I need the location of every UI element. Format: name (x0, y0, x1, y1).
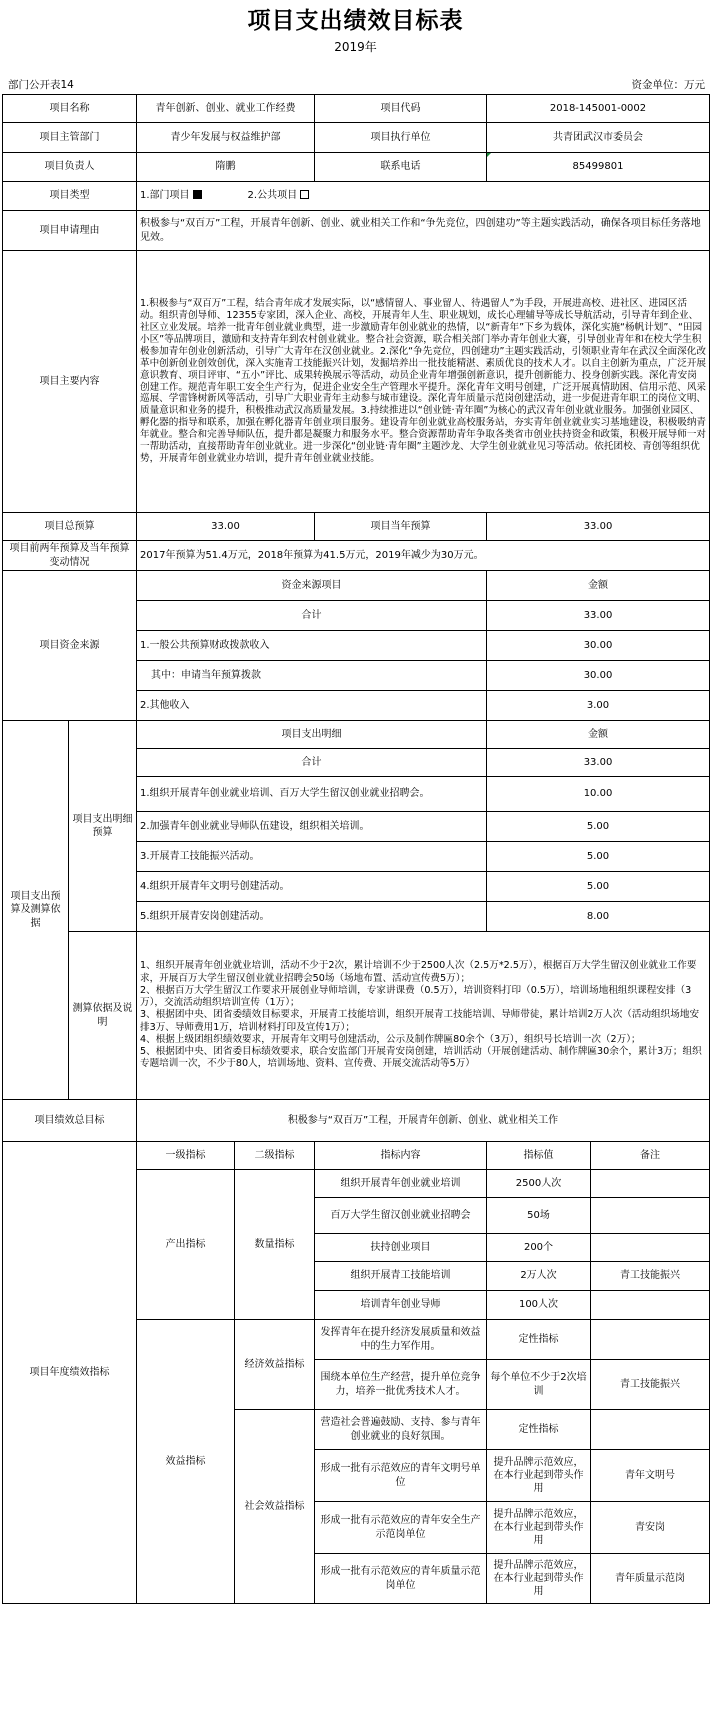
type-options (137, 182, 710, 211)
indicator-content: 发挥青年在提升经济发展质量和效益中的生力军作用。 (315, 1320, 487, 1360)
indicator-label: 项目年度绩效指标 (3, 1142, 137, 1604)
indicator-note: 青工技能振兴 (591, 1360, 710, 1410)
content-label: 项目主要内容 (3, 251, 137, 513)
expense-row-amount: 8.00 (487, 902, 710, 932)
indicator-note: 青工技能振兴 (591, 1262, 710, 1291)
indicator-header: 一级指标 (137, 1142, 235, 1170)
indicator-header: 备注 (591, 1142, 710, 1170)
project-code: 2018-145001-0002 (487, 95, 710, 123)
expense-row-amount: 33.00 (487, 749, 710, 777)
expense-row-item: 5.组织开展青安岗创建活动。 (137, 902, 487, 932)
type-option-public: 2.公共项目 (247, 190, 298, 202)
checked-box-icon (193, 190, 202, 199)
indicator-content: 形成一批有示范效应的青年质量示范岗单位 (315, 1554, 487, 1604)
indicator-note (591, 1198, 710, 1234)
indicator-header: 二级指标 (235, 1142, 315, 1170)
goal-label: 项目绩效总目标 (3, 1100, 137, 1142)
indicator-note (591, 1291, 710, 1320)
indicator-content: 形成一批有示范效应的青年安全生产示范岗单位 (315, 1502, 487, 1554)
l1-output: 产出指标 (137, 1170, 235, 1320)
indicator-content: 形成一批有示范效应的青年文明号单位 (315, 1450, 487, 1502)
project-name: 青年创新、创业、就业工作经费 (137, 95, 315, 123)
basis-label: 测算依据及说明 (69, 932, 137, 1100)
indicator-content: 组织开展青年创业就业培训 (315, 1170, 487, 1198)
exec-label: 项目执行单位 (315, 123, 487, 153)
indicator-content: 培训青年创业导师 (315, 1291, 487, 1320)
total-budget-label: 项目总预算 (3, 513, 137, 541)
expense-detail-label: 项目支出明细预算 (69, 721, 137, 932)
indicator-note: 青年质量示范岗 (591, 1554, 710, 1604)
basis-item: 4、根据上级团组织绩效要求，开展青年文明号创建活动，公示及制作牌匾80余个（3万），组织号长培训一次（2万）； (140, 1033, 641, 1045)
expense-col-item: 项目支出明细 (137, 721, 487, 749)
phone-label: 联系电话 (315, 153, 487, 182)
indicator-value: 提升品牌示范效应，在本行业起到带头作用 (487, 1554, 591, 1604)
indicator-note (591, 1410, 710, 1450)
dept-label: 项目主管部门 (3, 123, 137, 153)
expense-row-item: 4.组织开展青年文明号创建活动。 (137, 872, 487, 902)
basis-text (137, 932, 710, 1100)
basis-item: 1、组织开展青年创业就业培训，活动不少于2次，累计培训不少于2500人次（2.5万*2.5万），根据百万大学生留汉创业就业工作要求，开展百万大学生留汉创业就业招聘会50场（场地布置、活动宣传费5万）； (140, 960, 697, 984)
expense-row-item: 合计 (137, 749, 487, 777)
funding-col-source: 资金来源项目 (137, 571, 487, 601)
indicator-content: 扶持创业项目 (315, 1234, 487, 1262)
unchecked-box-icon (300, 190, 309, 199)
indicator-header: 指标值 (487, 1142, 591, 1170)
indicator-value: 提升品牌示范效应，在本行业起到带头作用 (487, 1450, 591, 1502)
funding-row-amount: 30.00 (487, 661, 710, 691)
funding-row-amount: 3.00 (487, 691, 710, 721)
funding-row-amount: 33.00 (487, 601, 710, 631)
basis-item: 5、根据团中央、团省委目标绩效要求，联合安监部门开展青安岗创建，培训活动（开展创建活动、制作牌匾30余个，累计3万；组织专题培训一次，不少于80人，培训场地、资料、宣传费、开展交流活动等5万） (140, 1046, 702, 1070)
goal: 积极参与“双百万”工程，开展青年创新、创业、就业相关工作 (137, 1100, 710, 1142)
current-budget: 33.00 (487, 513, 710, 541)
total-budget: 33.00 (137, 513, 315, 541)
expense-row-amount: 10.00 (487, 777, 710, 812)
expense-row-amount: 5.00 (487, 872, 710, 902)
funding-row-item: 合计 (137, 601, 487, 631)
funding-col-amount: 金额 (487, 571, 710, 601)
unit-label: 资金单位：万元 (631, 79, 705, 91)
indicator-note: 青年文明号 (591, 1450, 710, 1502)
indicator-header: 指标内容 (315, 1142, 487, 1170)
l2-social: 社会效益指标 (235, 1410, 315, 1604)
project-name-label: 项目名称 (3, 95, 137, 123)
doc-title: 项目支出绩效目标表 (247, 8, 464, 34)
indicator-note: 青安岗 (591, 1502, 710, 1554)
funding-label: 项目资金来源 (3, 571, 137, 721)
doc-year: 2019年 (334, 40, 377, 54)
budget-change: 2017年预算为51.4万元，2018年预算为41.5万元，2019年减少为30万元。 (137, 541, 710, 571)
project-code-label: 项目代码 (315, 95, 487, 123)
indicator-content: 百万大学生留汉创业就业招聘会 (315, 1198, 487, 1234)
type-label: 项目类型 (3, 182, 137, 211)
exec: 共青团武汉市委员会 (487, 123, 710, 153)
indicator-value: 定性指标 (487, 1410, 591, 1450)
phone: 85499801 (487, 153, 710, 182)
indicator-content: 营造社会普遍鼓励、支持、参与青年创业就业的良好氛围。 (315, 1410, 487, 1450)
indicator-value: 提升品牌示范效应，在本行业起到带头作用 (487, 1502, 591, 1554)
performance-table (2, 94, 710, 1604)
expense-row-item: 3.开展青工技能振兴活动。 (137, 842, 487, 872)
funding-row-item: 1.一般公共预算财政拨款收入 (137, 631, 487, 661)
expense-row-amount: 5.00 (487, 842, 710, 872)
current-budget-label: 项目当年预算 (315, 513, 487, 541)
l2-economic: 经济效益指标 (235, 1320, 315, 1410)
indicator-note (591, 1234, 710, 1262)
indicator-value: 2万人次 (487, 1262, 591, 1291)
basis-item: 2、根据百万大学生留汉工作要求开展创业导师培训，专家讲课费（0.5万），培训资料打印（0.5万），培训场地租组织课程安排（3万），交流活动组织培训宣传（1万）； (140, 984, 692, 1009)
reason-label: 项目申请理由 (3, 211, 137, 251)
content: 1.积极参与“双百万”工程，结合青年成才发展实际，以“感情留人、事业留人、待遇留人”为手段，开展进高校、进社区、进园区活动。组织青创导师、12355专家团，深入企业、高校，开展青年人生、职业规划，成长心理辅导等成长导航活动，引导青年到企业、社区立业发展。培养一批青年创业就业典型，进一步激励青年创业就业的热情，以“新青年”下乡为载体，深化实施“杨帆计划”、“田园小区”等品牌项目，激励和支持青年到农村创业就业。整合社会资源，联合相关部门举办青年创业大赛，引导创业青年和在校大学生积极参加青年创业创新活动，引导广大青年在汉创业就业。2.深化“争先竞位，四创建功”主题实践活动，引领职业青年在武汉全面深化改革中创新创业创效创优，深入实施青工技能振兴计划，发掘培养出一批技能精湛、素质优良的技术人才。以自主创新为重点，广泛开展意识教育、项目评审、“五小”评比、成果转换展示等活动，动员企业青年增强创新意识，提升创新能力、投身创新实践。深化青安岗创建工作。规范青年职工安全生产行为，促进企业安全生产管理水平提升。深化青年文明号创建，广泛开展真情助困、信用示范、风采巡展、学雷锋树新风等活动，引导广大职业青年主动参与城市建设。深化青年质量示范岗创建活动，进一步促进青年职工的岗位文明、质量意识和业务的提升，积极推动武汉高质量发展。3.持续推进以“创业链·青年圈”为核心的武汉青年创业就业服务。加强创业园区、孵化器的指导和联系，加强在孵化器青年创业项目服务。建设青年创业就业高校服务站，夯实青年创业就业实习基地建设，积极吸纳青年就业。整合和完善导师队伍，提升都是凝聚力和服务水平。整合资源帮助青年争取各类省市创业扶持资金和政策，积极开展导师一对一帮助活动，直接帮助青年创业就业。进一步深化“创业链·青年圈”主题沙龙、大学生创业就业见习等活动。依托团校、青创等组织优势，开展青年创业就业办培训，提升青年创业就业技能。 (137, 251, 710, 513)
indicator-value: 定性指标 (487, 1320, 591, 1360)
expense-outer-label: 项目支出预算及测算依据 (3, 721, 69, 1100)
funding-row-amount: 30.00 (487, 631, 710, 661)
l2-quantity: 数量指标 (235, 1170, 315, 1320)
dept: 青少年发展与权益维护部 (137, 123, 315, 153)
owner: 隋鹏 (137, 153, 315, 182)
reason: 积极参与“双百万”工程，开展青年创新、创业、就业相关工作和“争先竞位，四创建功”等主题实践活动，确保各项目标任务落地见效。 (137, 211, 710, 251)
budget-change-label: 项目前两年预算及当年预算变动情况 (3, 541, 137, 571)
l1-benefit: 效益指标 (137, 1320, 235, 1604)
expense-row-item: 2.加强青年创业就业导师队伍建设，组织相关培训。 (137, 812, 487, 842)
indicator-value: 2500人次 (487, 1170, 591, 1198)
expense-row-item: 1.组织开展青年创业就业培训、百万大学生留汉创业就业招聘会。 (137, 777, 487, 812)
funding-row-item: 其中：申请当年预算拨款 (137, 661, 487, 691)
owner-label: 项目负责人 (3, 153, 137, 182)
funding-row-item: 2.其他收入 (137, 691, 487, 721)
expense-row-amount: 5.00 (487, 812, 710, 842)
indicator-value: 每个单位不少于2次培训 (487, 1360, 591, 1410)
indicator-content: 围绕本单位生产经营，提升单位竞争力，培养一批优秀技术人才。 (315, 1360, 487, 1410)
sheet-label: 部门公开表14 (8, 79, 74, 91)
indicator-content: 组织开展青工技能培训 (315, 1262, 487, 1291)
indicator-note (591, 1320, 710, 1360)
basis-item: 3、根据团中央、团省委绩效目标要求，开展青工技能培训，组织开展青工技能培训、导师带徒，累计培训2万人次（活动组织场地安排3万、导师费用1万，培训材料打印及宣传1万）； (140, 1009, 700, 1033)
indicator-value: 200个 (487, 1234, 591, 1262)
indicator-note (591, 1170, 710, 1198)
type-option-dept: 1.部门项目 (140, 190, 190, 202)
expense-col-amount: 金额 (487, 721, 710, 749)
indicator-value: 100人次 (487, 1291, 591, 1320)
indicator-value: 50场 (487, 1198, 591, 1234)
